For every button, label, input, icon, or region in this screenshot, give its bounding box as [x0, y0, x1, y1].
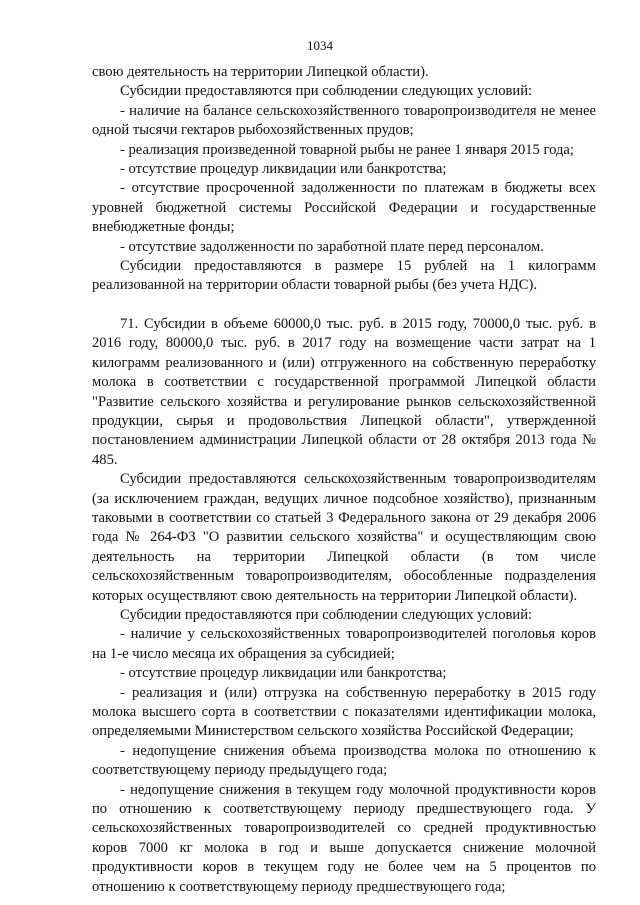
- paragraph-conditions-intro-2: Субсидии предоставляются при соблюдении следующих условий:: [120, 606, 533, 623]
- list-item-no-liquidation: - отсутствие процедур ликвидации или банкротства;: [120, 161, 447, 178]
- paragraph-recipients: Субсидии предоставляются сельскохозяйственным товаропроизводителям (за исключением граждан, ведущих личное подсобное хозяйство), признанным таковыми в соответствии со статьей 3 Федерального закона от 29 декабря 2006 года № 264-ФЗ "О развитии сельского хозяйства" и осуществляющим свою деятельность на территории Липецкой области (в том числе сельскохозяйственным товаропроизводителям, обособленные подразделения которых осуществляют свою деятельность на территории Липецкой области).: [92, 471, 596, 604]
- list-item-no-liquidation-2: - отсутствие процедур ликвидации или банкротства;: [120, 665, 447, 682]
- document-body: [92, 63, 596, 897]
- list-item-milk-productivity: - недопущение снижения в текущем году молочной продуктивности коров по отношению к соответствующему периоду предшествующего года. У сельскохозяйственных товаропроизводителей со средней продуктивностью коров 7000 кг молока в год и выше допускается снижение молочной продуктивности коров в текущем году не более чем на 5 процентов по отношению к соответствующему периоду предшествующего года;: [92, 781, 596, 895]
- list-item-no-wage-debt: - отсутствие задолженности по заработной плате перед персоналом.: [120, 238, 544, 255]
- paragraph-section-71: 71. Субсидии в объеме 60000,0 тыс. руб. в 2015 году, 70000,0 тыс. руб. в 2016 году, 80000,0 тыс. руб. в 2017 году на возмещение части затрат на 1 килограмм реализованного и (или) отгруженного на собственную переработку молока в соответствии с государственной программой Липецкой области "Развитие сельского хозяйства и регулирование рынков сельскохозяйственной продукции, сырья и продовольствия Липецкой области", утвержденной постановлением администрации Липецкой области от 28 октября 2013 года № 485.: [92, 315, 596, 468]
- list-item-milk-grade: - реализация и (или) отгрузка на собственную переработку в 2015 году молока высшего сорта в соответствии с показателями идентификации молока, определяемыми Министерством сельского хозяйства Российской Федерации;: [92, 684, 596, 740]
- list-item-milk-volume: - недопущение снижения объема производства молока по отношению к соответствующему периоду предыдущего года;: [92, 742, 596, 779]
- list-item-pond-area: - наличие на балансе сельскохозяйственного товаропроизводителя не менее одной тысячи гектаров рыбохозяйственных прудов;: [92, 102, 596, 139]
- paragraph-subsidy-rate: Субсидии предоставляются в размере 15 рублей на 1 килограмм реализованной на территории области товарной рыбы (без учета НДС).: [92, 258, 596, 294]
- paragraph-conditions-intro: Субсидии предоставляются при соблюдении следующих условий:: [120, 83, 533, 100]
- list-item-no-overdue-debt: - отсутствие просроченной задолженности по платежам в бюджеты всех уровней бюджетной системы Российской Федерации и государственные внебюджетные фонды;: [92, 180, 596, 236]
- page-number: 1034: [307, 38, 333, 53]
- paragraph-continuation: свою деятельность на территории Липецкой области).: [92, 64, 429, 80]
- list-item-fish-sales: - реализация произведенной товарной рыбы не ранее 1 января 2015 года;: [120, 141, 574, 158]
- list-item-cow-livestock: - наличие у сельскохозяйственных товаропроизводителей поголовья коров на 1-е число месяца их обращения за субсидией;: [92, 626, 596, 662]
